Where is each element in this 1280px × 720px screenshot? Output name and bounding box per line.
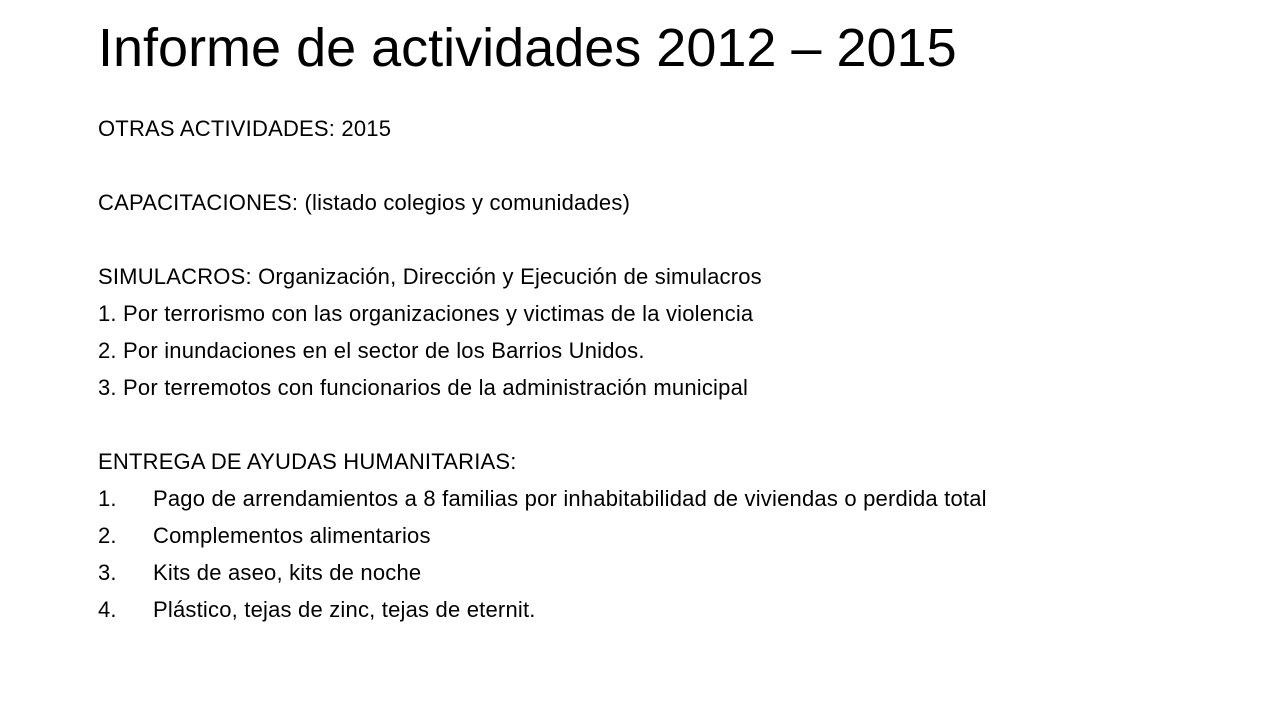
aid-item-number: 1. [98, 486, 117, 511]
spacer [98, 406, 1258, 443]
drill-item: 1. Por terrorismo con las organizaciones y victimas de la violencia [98, 301, 754, 326]
aid-item-text: Plástico, tejas de zinc, tejas de eternit. [153, 597, 536, 622]
slide-body [98, 110, 1258, 628]
aid-item-text: Pago de arrendamientos a 8 familias por inhabitabilidad de viviendas o perdida total [153, 486, 987, 511]
aid-heading: ENTREGA DE AYUDAS HUMANITARIAS: [98, 449, 517, 474]
spacer [98, 221, 1258, 258]
aid-item-text: Complementos alimentarios [153, 523, 431, 548]
other-activities-heading: OTRAS ACTIVIDADES: 2015 [98, 116, 392, 141]
drill-item: 3. Por terremotos con funcionarios de la administración municipal [98, 375, 749, 400]
aid-item [98, 480, 1258, 517]
aid-item-number: 4. [98, 597, 117, 622]
drills-heading: SIMULACROS: Organización, Dirección y Ejecución de simulacros [98, 264, 762, 289]
aid-item [98, 517, 1258, 554]
drill-item: 2. Por inundaciones en el sector de los Barrios Unidos. [98, 338, 645, 363]
aid-item-number: 2. [98, 523, 117, 548]
aid-item [98, 591, 1258, 628]
slide-title: Informe de actividades 2012 – 2015 [98, 18, 957, 78]
aid-item-text: Kits de aseo, kits de noche [153, 560, 422, 585]
aid-item [98, 554, 1258, 591]
trainings-heading: CAPACITACIONES: (listado colegios y comunidades) [98, 190, 631, 215]
aid-item-number: 3. [98, 560, 117, 585]
spacer [98, 147, 1258, 184]
